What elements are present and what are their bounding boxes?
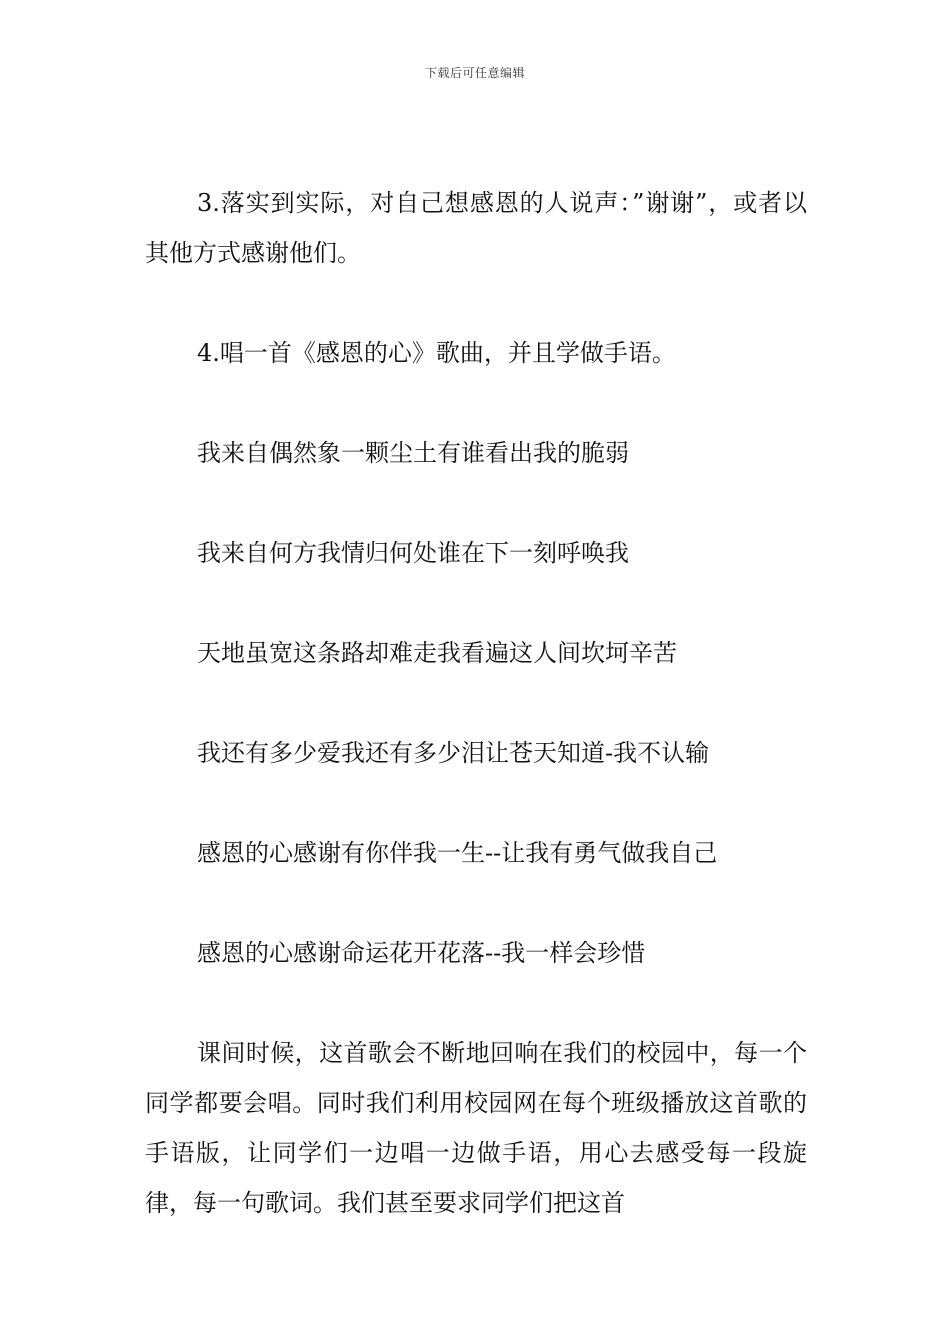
paragraph-item-4: 4.唱一首《感恩的心》歌曲，并且学做手语。 (197, 339, 676, 367)
paragraph-closing: 课间时候，这首歌会不断地回响在我们的校园中，每一个同学都要会唱。同时我们利用校园网在每个班级播放这首歌的手语版，让同学们一边唱一边做手语，用心去感受每一段旋律，每一句歌词。我们甚至要求同学们把这首 (145, 1039, 807, 1217)
lyric-line: 我还有多少爱我还有多少泪让苍天知道-我不认输 (197, 739, 710, 767)
lyric-line: 感恩的心感谢有你伴我一生--让我有勇气做我自己 (197, 839, 718, 867)
lyric-line: 天地虽宽这条路却难走我看遍这人间坎坷辛苦 (197, 639, 677, 667)
paragraph-item-3: 3.落实到实际，对自己想感恩的人说声：”谢谢”，或者以其他方式感谢他们。 (145, 189, 807, 267)
lyric-line: 感恩的心感谢命运花开花落--我一样会珍惜 (197, 939, 646, 967)
page-header-note: 下载后可任意编辑 (424, 66, 525, 80)
document-body (145, 178, 807, 1228)
lyric-line: 我来自偶然象一颗尘土有谁看出我的脆弱 (197, 439, 629, 467)
lyric-line: 我来自何方我情归何处谁在下一刻呼唤我 (197, 539, 629, 567)
